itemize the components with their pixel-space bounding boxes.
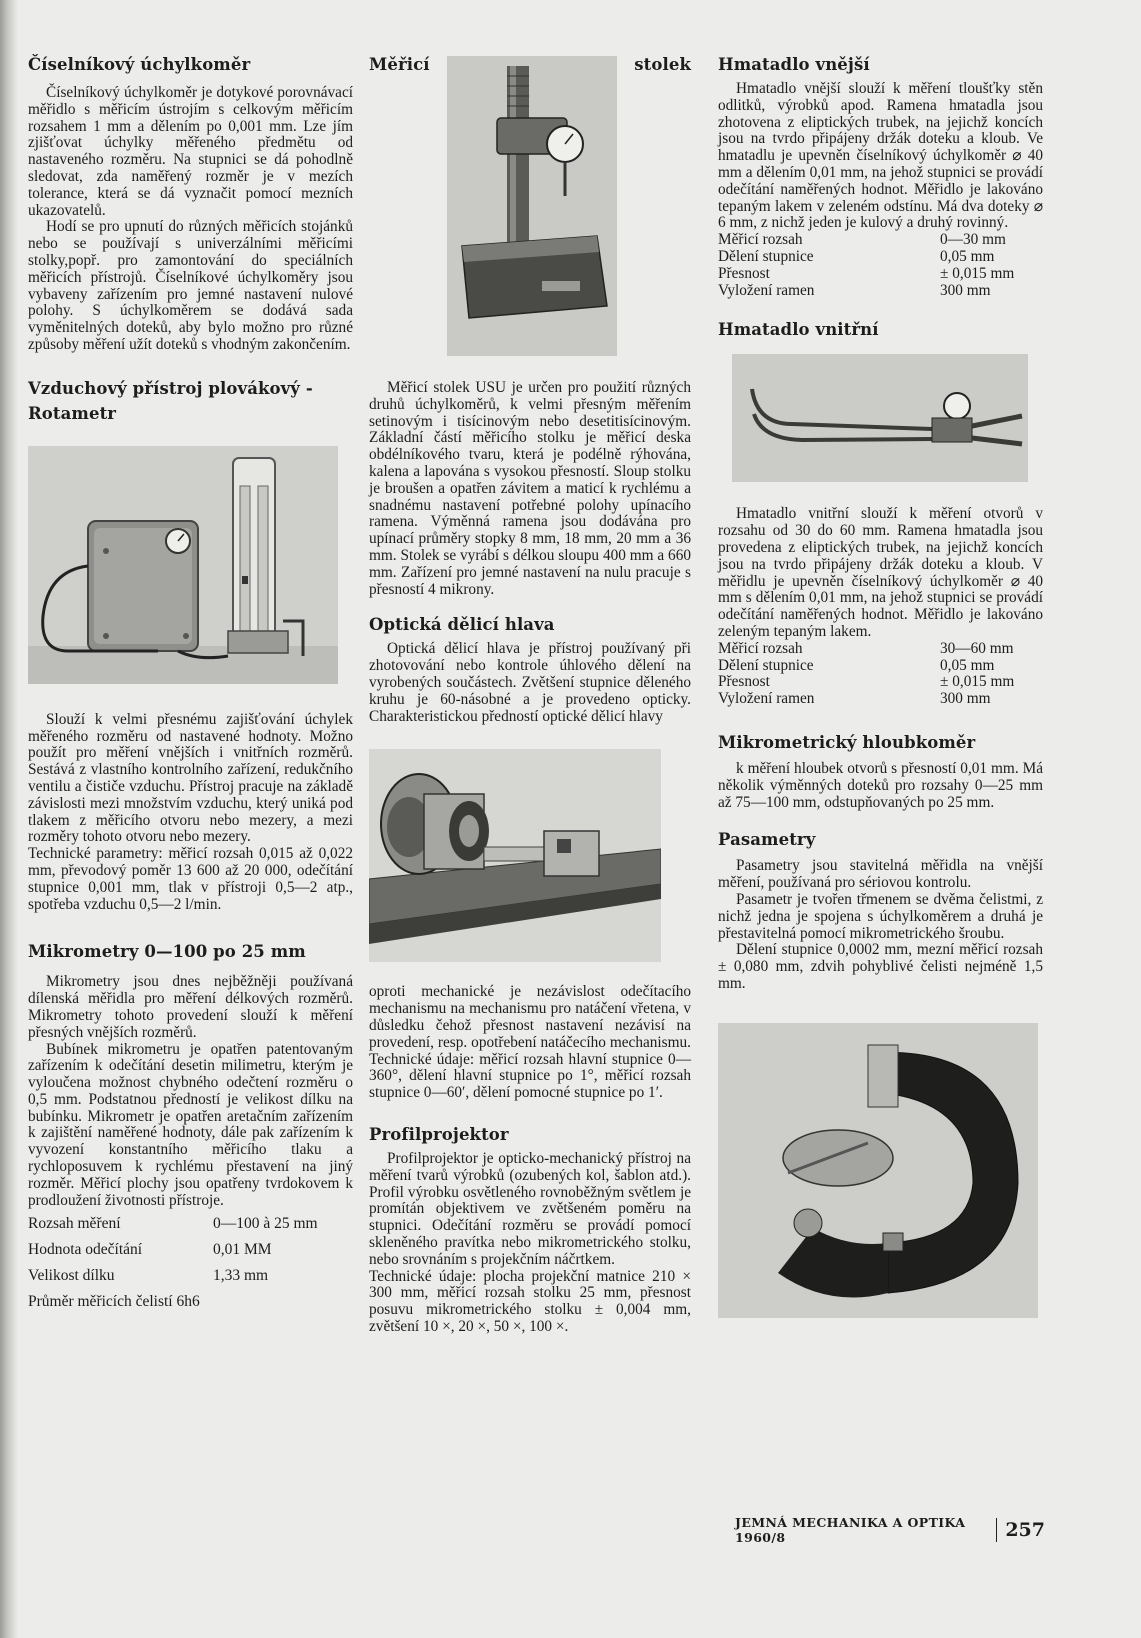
heading-hmatadlo-vnejsi: Hmatadlo vnější	[718, 55, 870, 74]
paragraph: k měření hloubek otvorů s přesností 0,01 mm. Má několik výměnných doteků pro rozsahy 0—25 mm až 75—100 mm, odstupňovaných po 25 mm.	[718, 759, 1043, 811]
spec-row: Dělení stupnice 0,05 mm	[718, 656, 995, 674]
page-footer	[735, 1515, 1045, 1545]
spec-row: Přesnost ± 0,015 mm	[718, 264, 1015, 282]
paragraph: Mikrometry jsou dnes nejběžněji používaná dílenská měřidla pro měření délkových rozměrů. Mikrometry tohoto provedení slouží k měření přesných vnějších rozměrů.	[28, 973, 353, 1041]
paragraph: Pasametry jsou stavitelná měřidla na vnější měření, používaná pro sériovou kontrolu.	[718, 857, 1043, 892]
heading-pasametry: Pasametry	[718, 830, 816, 850]
paragraph: Hmatadlo vnitřní slouží k měření otvorů v rozsahu od 30 do 60 mm. Ramena hmatadla jsou provedena z eliptických trubek, na jejichž koncích jsou na tvrdo připájeny držák doteku a kloub. V měřidlu je upevněn číselníkový úchylkoměr ⌀ 40 mm s dělením 0,01 mm, na jehož stupnici se provádí odečítání naměřených hodnot. Měřidlo je lakováno zeleným tepaným lakem.	[718, 505, 1043, 640]
spec-table-hmatadlo-vnitrni	[718, 641, 1043, 708]
spec-row: Měřicí rozsah 30—60 mm	[718, 639, 1014, 657]
paragraph: Hmatadlo vnější slouží k měření tloušťky stěn odlitků, výrobků apod. Ramena hmatadla jsou zhotovena z eliptických trubek, na jejichž koncích jsou na tvrdo připájeny držák doteku a kloub. Ve hmatadlu je upevněn číselníkový úchylkoměr ⌀ 40 mm a dělením 0,01 mm, na jehož stupnici se provádí odečítání naměřených hodnot. Měřidlo je lakováno tepaným lakem v zeleném odstínu. Má dva doteky ⌀ 6 mm, z nichž jeden je kulový a druhý rovinný.	[718, 80, 1043, 232]
hmatadlo-illustration	[732, 354, 1028, 482]
paragraph: Číselníkový úchylkoměr je dotykové porovnávací měřidlo s měřicím ústrojím s celkovým měřicím rozsahem 1 mm a dělením po 0,001 mm. Lze jím zjišťovat úchylky měřeného předmětu od nastaveného rozměru. Na stupnici se dá pohodlně sledovat, zda naměřený rozměr je v mezích tolerance, která se dá vyznačit pomocí mezních ukazovatelů.	[28, 84, 353, 219]
heading-mericí-stolek: Měřicí stolek	[369, 52, 691, 356]
paragraph: Pasametr je tvořen třmenem se dvěma čelistmi, z nichž jedna je spojena s úchylkoměrem a druhá je přestavitelná pomocí mikrometrického šroubu.	[718, 890, 1043, 942]
photo-mericí-stolek	[447, 56, 617, 356]
spec-row: Přesnost ± 0,015 mm	[718, 673, 1015, 691]
paragraph: Bubínek mikrometru je opatřen patentovaným zařízením k odečítání desetin milimetru, kterým je vyloučena možnost chybného odečtení rozměru o 0,5 mm. Podstatnou předností je velikost dílku na bubínku. Mikrometr je opatřen aretačním zařízením k zajištění naměřené hodnoty, dále pak zařízením k vyvození konstantního měřicího tlaku a rychloposuvem k rychlému přestavení na jiný rozměr. Měřicí plochy jsou opatřeny tvrdokovem k prodloužení životnosti přístroje.	[28, 1040, 353, 1209]
paragraph: Optická dělicí hlava je přístroj používaný při zhotovování nebo kontrole úhlového dělení na vyrobených součástech. Zvětšení stupnice děleného kruhu je 60-násobné a je provedeno opticky. Charakteristickou předností optické dělicí hlavy	[369, 640, 691, 725]
column-3	[718, 52, 1043, 1318]
spec-row: Průměr měřicích čelistí 6h6	[28, 1293, 200, 1311]
paragraph: Měřicí stolek USU je určen pro použití různých druhů úchylkoměrů, k velmi přesným měřením setinovým i tisícinovým nebo desetitisícinovým. Základní částí měřicího stolku je měřicí deska obdélníkového tvaru, která je podélně rýhována, kalena a lapována s vysokou přesností. Sloup stolku je broušen a opatřen závitem a maticí k rychlému a snadnému nastavení potřebné polohy upínacího ramena. Výměnná ramena jsou dodávána pro upínací průměry stopky 8 mm, 18 mm, 20 mm a 36 mm. Stolek se vyrábí s délkou sloupu 400 mm a 660 mm. Zařízení pro jemné nastavení na nulu pracuje s přesností 4 mikrony.	[369, 379, 691, 598]
paragraph: Dělení stupnice 0,0002 mm, mezní měřicí rozsah ± 0,080 mm, zdvih pohyblivé čelisti nejméně 1,5 mm.	[718, 941, 1043, 992]
paragraph: Technické parametry: měřicí rozsah 0,015 až 0,022 mm, převodový poměr 13 600 až 20 000, odečítání stupnice 0,001 mm, tlak v přístroji 0,5—2 atp., spotřeba vzduchu 0,5—2 l/min.	[28, 845, 353, 913]
paragraph: Slouží k velmi přesnému zajišťování úchylek měřeného rozměru od nastavené hodnoty. Možno použít pro měření vnějších i vnitřních rozměrů. Sestává z vlastního kontrolního zařízení, redukčního ventilu a čističe vzduchu. Přístroj pracuje na základě závislosti mezi množstvím vzduchu, který uniká pod tlakem z měřicího otvoru nebo mezery, a mezi rozměry tohoto otvoru nebo mezery.	[28, 710, 353, 846]
spec-table-hmatadlo-vnejsi	[718, 232, 1043, 299]
spec-row: Vyložení ramen 300 mm	[718, 690, 991, 708]
photo-hmatadlo-vnitrni	[732, 354, 1028, 482]
footer-divider	[996, 1518, 997, 1542]
heading-opticka-delici-hlava: Optická dělicí hlava	[369, 615, 555, 635]
journal-name: JEMNÁ MECHANIKA A OPTIKA 1960/8	[735, 1515, 966, 1545]
heading-mikrometricky-hloubkomer: Mikrometrický hloubkoměr	[718, 732, 976, 752]
spec-row: Rozsah měření 0—100 à 25 mm	[28, 1215, 318, 1233]
heading-mikrometry: Mikrometry 0—100 po 25 mm	[28, 942, 306, 962]
delici-hlava-illustration	[369, 749, 661, 962]
spec-row: Velikost dílku 1,33 mm	[28, 1267, 269, 1285]
paragraph: Profilprojektor je opticko-mechanický přístroj na měření tvarů výrobků (ozubených kol, šablon atd.). Profil výrobku osvětleného rovnoběžným světlem je promítán objektivem ve zvětšeném poměru na stupnici. Odečítání rozměru se provádí pomocí skleněného pravítka nebo mikrometrického stolku, nebo srovnáním s projekčním náčrtkem.	[369, 1149, 691, 1268]
photo-opticka-delici-hlava	[369, 749, 661, 962]
stolek-illustration	[447, 56, 617, 356]
spec-row: Vyložení ramen 300 mm	[718, 281, 991, 299]
heading-vzduchovy-pristroj: Vzduchový přístroj plovákový - Rotametr	[28, 378, 313, 423]
paragraph: oproti mechanické je nezávislost odečítacího mechanismu na mechanismu pro natáčení vřetena, v důsledku čehož přesnost nastavení nezávisí na provedení, resp. opotřebení natáčecího mechanismu. Technické údaje: měřicí rozsah hlavní stupnice 0—360°, dělení hlavní stupnice po 1°, měřicí rozsah stupnice 0—60′, dělení pomocné stupnice po 1′.	[369, 983, 691, 1102]
rotametr-illustration	[28, 446, 338, 684]
spec-table-mikrometry	[28, 1211, 353, 1315]
photo-pasametr	[718, 1023, 1038, 1318]
paragraph: Hodí se pro upnutí do různých měřicích stojánků nebo se používají s univerzálními měřicími stolky,popř. pro zamontování do speciálních měřicích přístrojů. Číselníkové úchylkoměry jsou vybaveny zařízením pro jemné nastavení nulové polohy. S úchylkoměrem se dodává sada vyměnitelných doteků, aby bylo možno pro různé způsoby měření užít doteků s vhodným zakončením.	[28, 218, 353, 353]
pasametr-illustration	[718, 1023, 1038, 1318]
heading-ciselnikovy-uchylkomer: Číselníkový úchylkoměr	[28, 55, 251, 74]
spec-row: Dělení stupnice 0,05 mm	[718, 247, 995, 265]
heading-profilprojektor: Profilprojektor	[369, 1124, 509, 1144]
spec-row: Měřicí rozsah 0—30 mm	[718, 231, 1006, 249]
photo-rotametr	[28, 446, 338, 684]
heading-hmatadlo-vnitrni: Hmatadlo vnitřní	[718, 320, 879, 340]
page-number: 257	[1005, 1519, 1045, 1541]
spec-row: Hodnota odečítání 0,01 MM	[28, 1241, 272, 1259]
column-1	[28, 52, 353, 1315]
page-binding-shadow	[0, 0, 18, 1638]
column-2	[369, 52, 691, 1336]
paragraph: Technické údaje: plocha projekční matnice 210 × 300 mm, měřicí rozsah stolku 25 mm, přesnost posuvu mikrometrického stolku ± 0,004 mm, zvětšení 10 ×, 20 ×, 50 ×, 100 ×.	[369, 1267, 691, 1335]
